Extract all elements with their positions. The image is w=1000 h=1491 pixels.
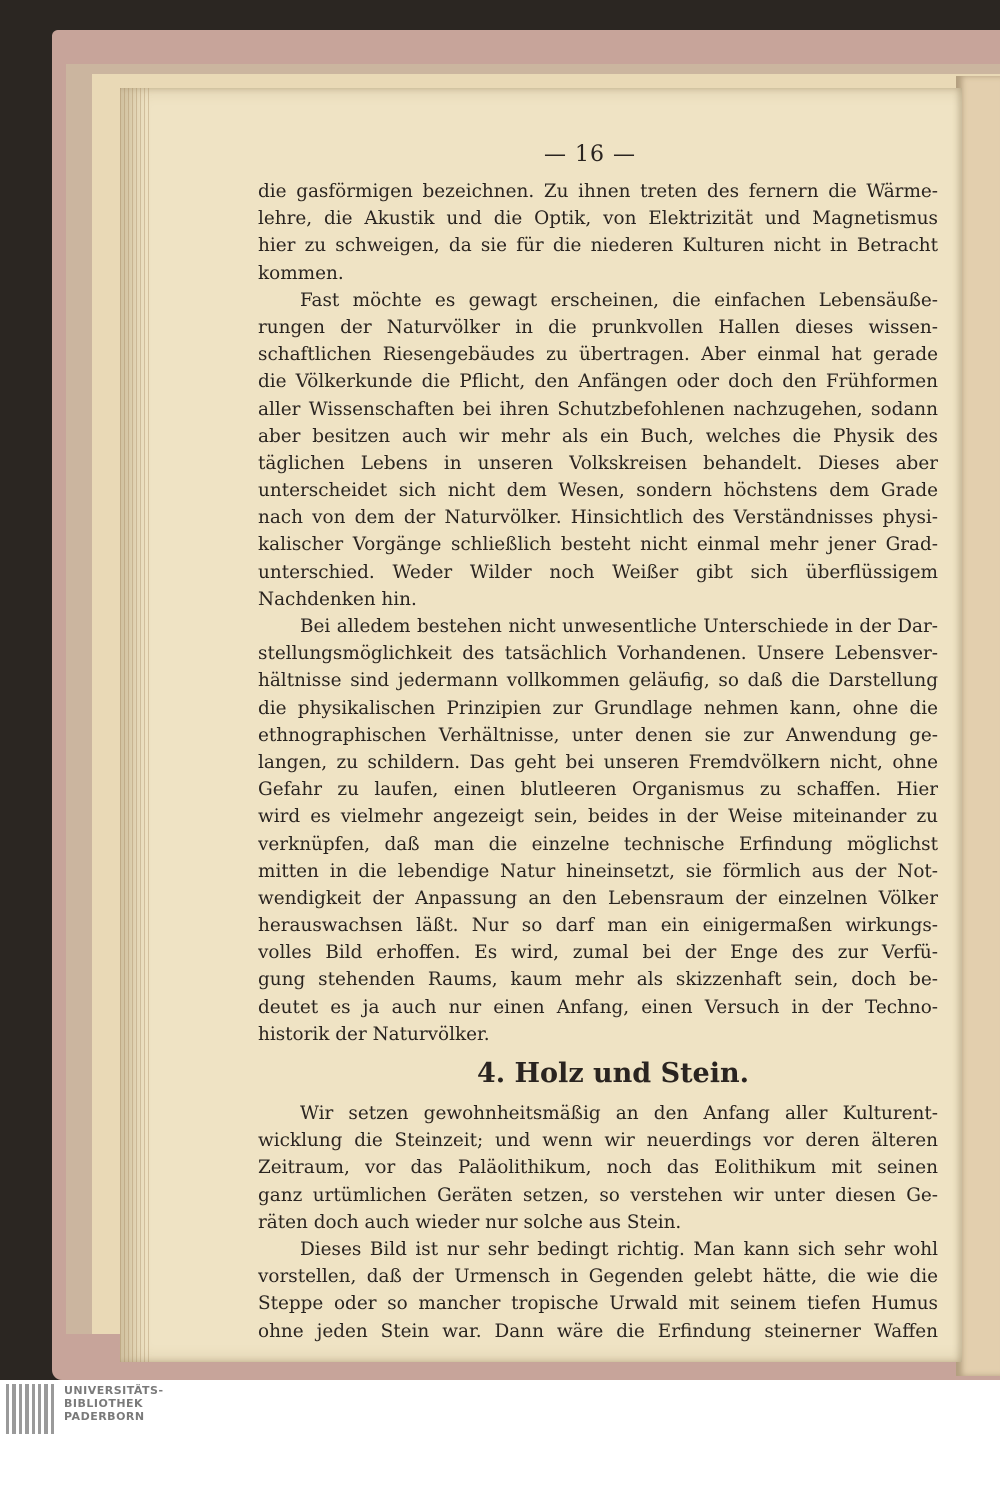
- text-line: nach von dem der Naturvölker. Hinsichtlich des Verständnisses physi-: [258, 507, 938, 529]
- text-line: vorstellen, daß der Urmensch in Gegenden gelebt hätte, die wie die: [258, 1266, 938, 1288]
- text-line: wird es vielmehr angezeigt sein, beides in der Weise miteinander zu: [258, 806, 938, 828]
- text-line: schaftlichen Riesengebäudes zu übertragen. Aber einmal hat gerade: [258, 344, 938, 366]
- page-number: — 16 —: [544, 142, 636, 167]
- logo-line: BIBLIOTHEK: [64, 1397, 144, 1410]
- text-line: aber besitzen auch wir mehr als ein Buch, welches die Physik des: [258, 425, 938, 447]
- text-line: kalischer Vorgänge schließlich besteht nicht einmal mehr jener Grad-: [258, 534, 938, 556]
- text-line: rungen der Naturvölker in die prunkvollen Hallen dieses wissen-: [258, 316, 938, 338]
- text-line: Nachdenken hin.: [258, 588, 417, 610]
- text-line: mitten in die lebendige Natur hineinsetzt, sie förmlich aus der Not-: [258, 860, 938, 882]
- page-text: [258, 178, 938, 1345]
- text-line: wicklung die Steinzeit; und wenn wir neuerdings vor deren älteren: [258, 1130, 938, 1152]
- logo-line: PADERBORN: [64, 1410, 145, 1423]
- text-line: aller Wissenschaften bei ihren Schutzbefohlenen nachzugehen, sodann: [258, 398, 938, 420]
- text-line: ohne jeden Stein war. Dann wäre die Erfindung steinerner Waffen: [258, 1320, 938, 1342]
- text-line: räten doch auch wieder nur solche aus Stein.: [258, 1211, 682, 1233]
- page-stack-edges: [120, 88, 150, 1362]
- text-line: Fast möchte es gewagt erscheinen, die einfachen Lebensäuße-: [300, 289, 938, 311]
- text-line: kommen.: [258, 262, 344, 284]
- text-line: lehre, die Akustik und die Optik, von Elektrizität und Magnetismus: [258, 208, 938, 230]
- text-line: Gefahr zu laufen, einen blutleeren Organismus zu schaffen. Hier: [258, 779, 938, 801]
- text-before-heading: [258, 178, 938, 1048]
- text-line: die gasförmigen bezeichnen. Zu ihnen treten des fernern die Wärme-: [258, 181, 938, 202]
- text-line: deutet es ja auch nur einen Anfang, einen Versuch in der Techno-: [258, 996, 938, 1018]
- text-line: gung stehenden Raums, kaum mehr als skizzenhaft sein, doch be-: [258, 969, 938, 991]
- text-after-heading: [258, 1100, 938, 1345]
- text-line: historik der Naturvölker.: [258, 1023, 490, 1045]
- library-logo-icon: [6, 1384, 54, 1434]
- text-line: täglichen Lebens in unseren Volkskreisen behandelt. Dieses aber: [258, 452, 938, 474]
- text-line: stellungsmöglichkeit des tatsächlich Vorhandenen. Unsere Lebensver-: [258, 643, 938, 665]
- text-line: die physikalischen Prinzipien zur Grundlage nehmen kann, ohne die: [258, 697, 938, 719]
- text-line: Steppe oder so mancher tropische Urwald mit seinem tiefen Humus: [258, 1293, 938, 1315]
- logo-line: UNIVERSITÄTS-: [64, 1384, 164, 1397]
- text-line: Dieses Bild ist nur sehr bedingt richtig. Man kann sich sehr wohl: [300, 1238, 938, 1260]
- text-line: hältnisse sind jedermann vollkommen geläufig, so daß die Darstellung: [258, 670, 938, 692]
- text-line: die Völkerkunde die Pflicht, den Anfängen oder doch den Frühformen: [258, 371, 938, 393]
- library-logo-text: [64, 1384, 164, 1423]
- text-line: verknüpfen, daß man die einzelne technische Erfindung möglichst: [258, 833, 938, 855]
- text-line: hier zu schweigen, da sie für die niederen Kulturen nicht in Betracht: [258, 235, 938, 257]
- text-line: ethnographischen Verhältnisse, unter denen sie zur Anwendung ge-: [258, 724, 938, 746]
- text-line: Wir setzen gewohnheitsmäßig an den Anfang aller Kulturent-: [300, 1103, 938, 1124]
- text-line: volles Bild erhoffen. Es wird, zumal bei der Enge des zur Verfü-: [258, 942, 938, 964]
- text-line: langen, zu schildern. Das geht bei unseren Fremdvölkern nicht, ohne: [258, 751, 938, 773]
- text-line: unterscheidet sich nicht dem Wesen, sondern höchstens dem Grade: [258, 480, 938, 502]
- text-line: ganz urtümlichen Geräten setzen, so verstehen wir unter diesen Ge-: [258, 1184, 938, 1206]
- text-line: Bei alledem bestehen nicht unwesentliche Unterschiede in der Dar-: [300, 616, 938, 637]
- text-line: unterschied. Weder Wilder noch Weißer gibt sich überflüssigem: [258, 561, 938, 583]
- section-heading: 4. Holz und Stein.: [476, 1058, 750, 1089]
- text-line: Zeitraum, vor das Paläolithikum, noch das Eolithikum mit seinen: [258, 1157, 938, 1179]
- text-line: herauswachsen läßt. Nur so darf man ein einigermaßen wirkungs-: [258, 915, 938, 937]
- text-line: wendigkeit der Anpassung an den Lebensraum der einzelnen Völker: [258, 887, 938, 909]
- next-page-edge: [956, 76, 1000, 1376]
